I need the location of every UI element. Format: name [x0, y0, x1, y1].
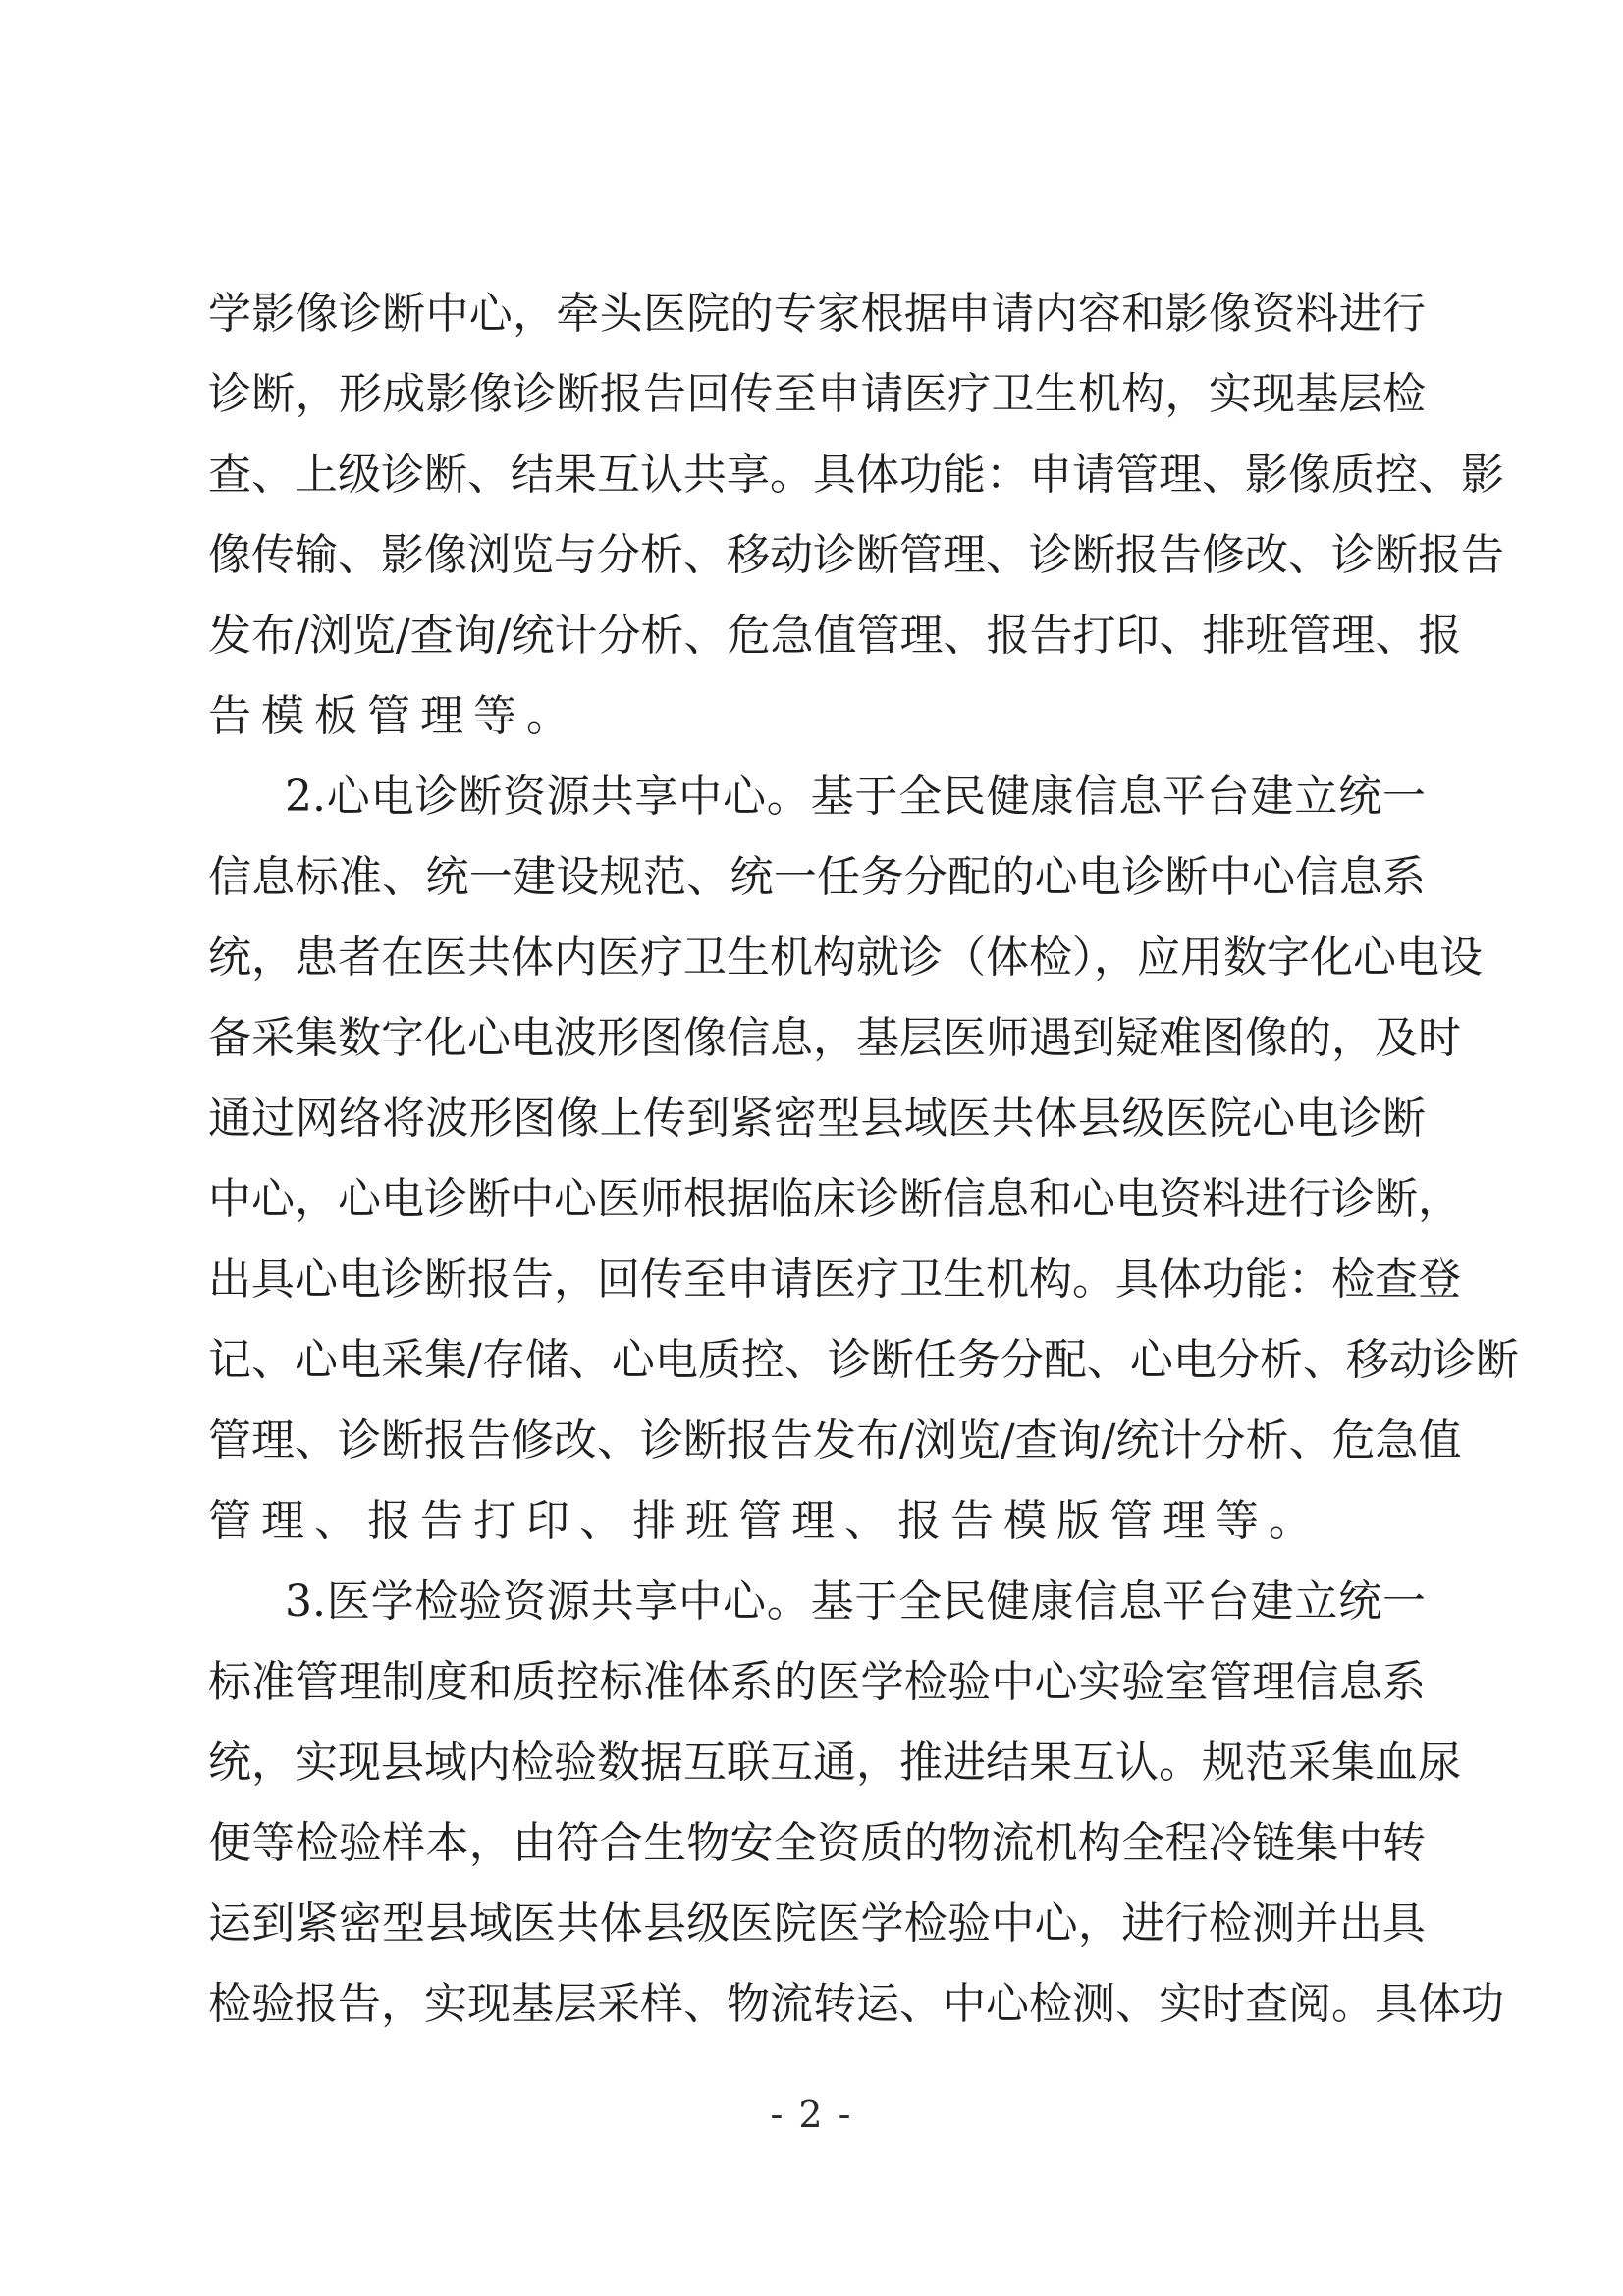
body-text-line: 通过网络将波形图像上传到紧密型县域医共体县级医院心电诊断	[208, 1094, 1426, 1144]
body-text-line: 记、心电采集/存储、心电质控、诊断任务分配、心电分析、移动诊断	[208, 1335, 1519, 1385]
body-text-line: 查、上级诊断、结果互认共享。具体功能：申请管理、影像质控、影	[208, 450, 1504, 500]
body-text-line: 便等检验样本，由符合生物安全资质的物流机构全程冷链集中转	[208, 1818, 1426, 1868]
page-number: - 2 -	[770, 2093, 853, 2136]
body-text-line: 管理、诊断报告修改、诊断报告发布/浏览/查询/统计分析、危急值	[208, 1415, 1462, 1466]
body-text-line: 像传输、影像浏览与分析、移动诊断管理、诊断报告修改、诊断报告	[208, 530, 1504, 580]
paragraph-heading-line: 2.心电诊断资源共享中心。基于全民健康信息平台建立统一	[285, 772, 1426, 822]
body-text-line: 中心，心电诊断中心医师根据临床诊断信息和心电资料进行诊断，	[208, 1174, 1461, 1224]
body-text-line: 发布/浏览/查询/统计分析、危急值管理、报告打印、排班管理、报	[208, 611, 1462, 661]
body-text-line: 信息标准、统一建设规范、统一任务分配的心电诊断中心信息系	[208, 852, 1426, 902]
body-text-line: 运到紧密型县域医共体县级医院医学检验中心，进行检测并出具	[208, 1898, 1426, 1949]
body-text-line: 标准管理制度和质控标准体系的医学检验中心实验室管理信息系	[208, 1657, 1426, 1707]
body-text-line: 告模板管理等。	[208, 691, 579, 741]
body-text-line: 统，患者在医共体内医疗卫生机构就诊（体检），应用数字化心电设	[208, 933, 1483, 983]
paragraph-heading-line: 3.医学检验资源共享中心。基于全民健康信息平台建立统一	[285, 1576, 1426, 1627]
body-text-line: 检验报告，实现基层采样、物流转运、中心检测、实时查阅。具体功	[208, 1979, 1504, 2029]
body-text-line: 备采集数字化心电波形图像信息，基层医师遇到疑难图像的，及时	[208, 1013, 1461, 1063]
body-text-line: 学影像诊断中心，牵头医院的专家根据申请内容和影像资料进行	[208, 289, 1426, 339]
body-text-line: 诊断，形成影像诊断报告回传至申请医疗卫生机构，实现基层检	[208, 369, 1426, 419]
body-text-line: 统，实现县域内检验数据互联互通，推进结果互认。规范采集血尿	[208, 1737, 1461, 1788]
body-text-line: 管理、报告打印、排班管理、报告模版管理等。	[208, 1496, 1322, 1546]
body-text-line: 出具心电诊断报告，回传至申请医疗卫生机构。具体功能：检查登	[208, 1255, 1461, 1305]
